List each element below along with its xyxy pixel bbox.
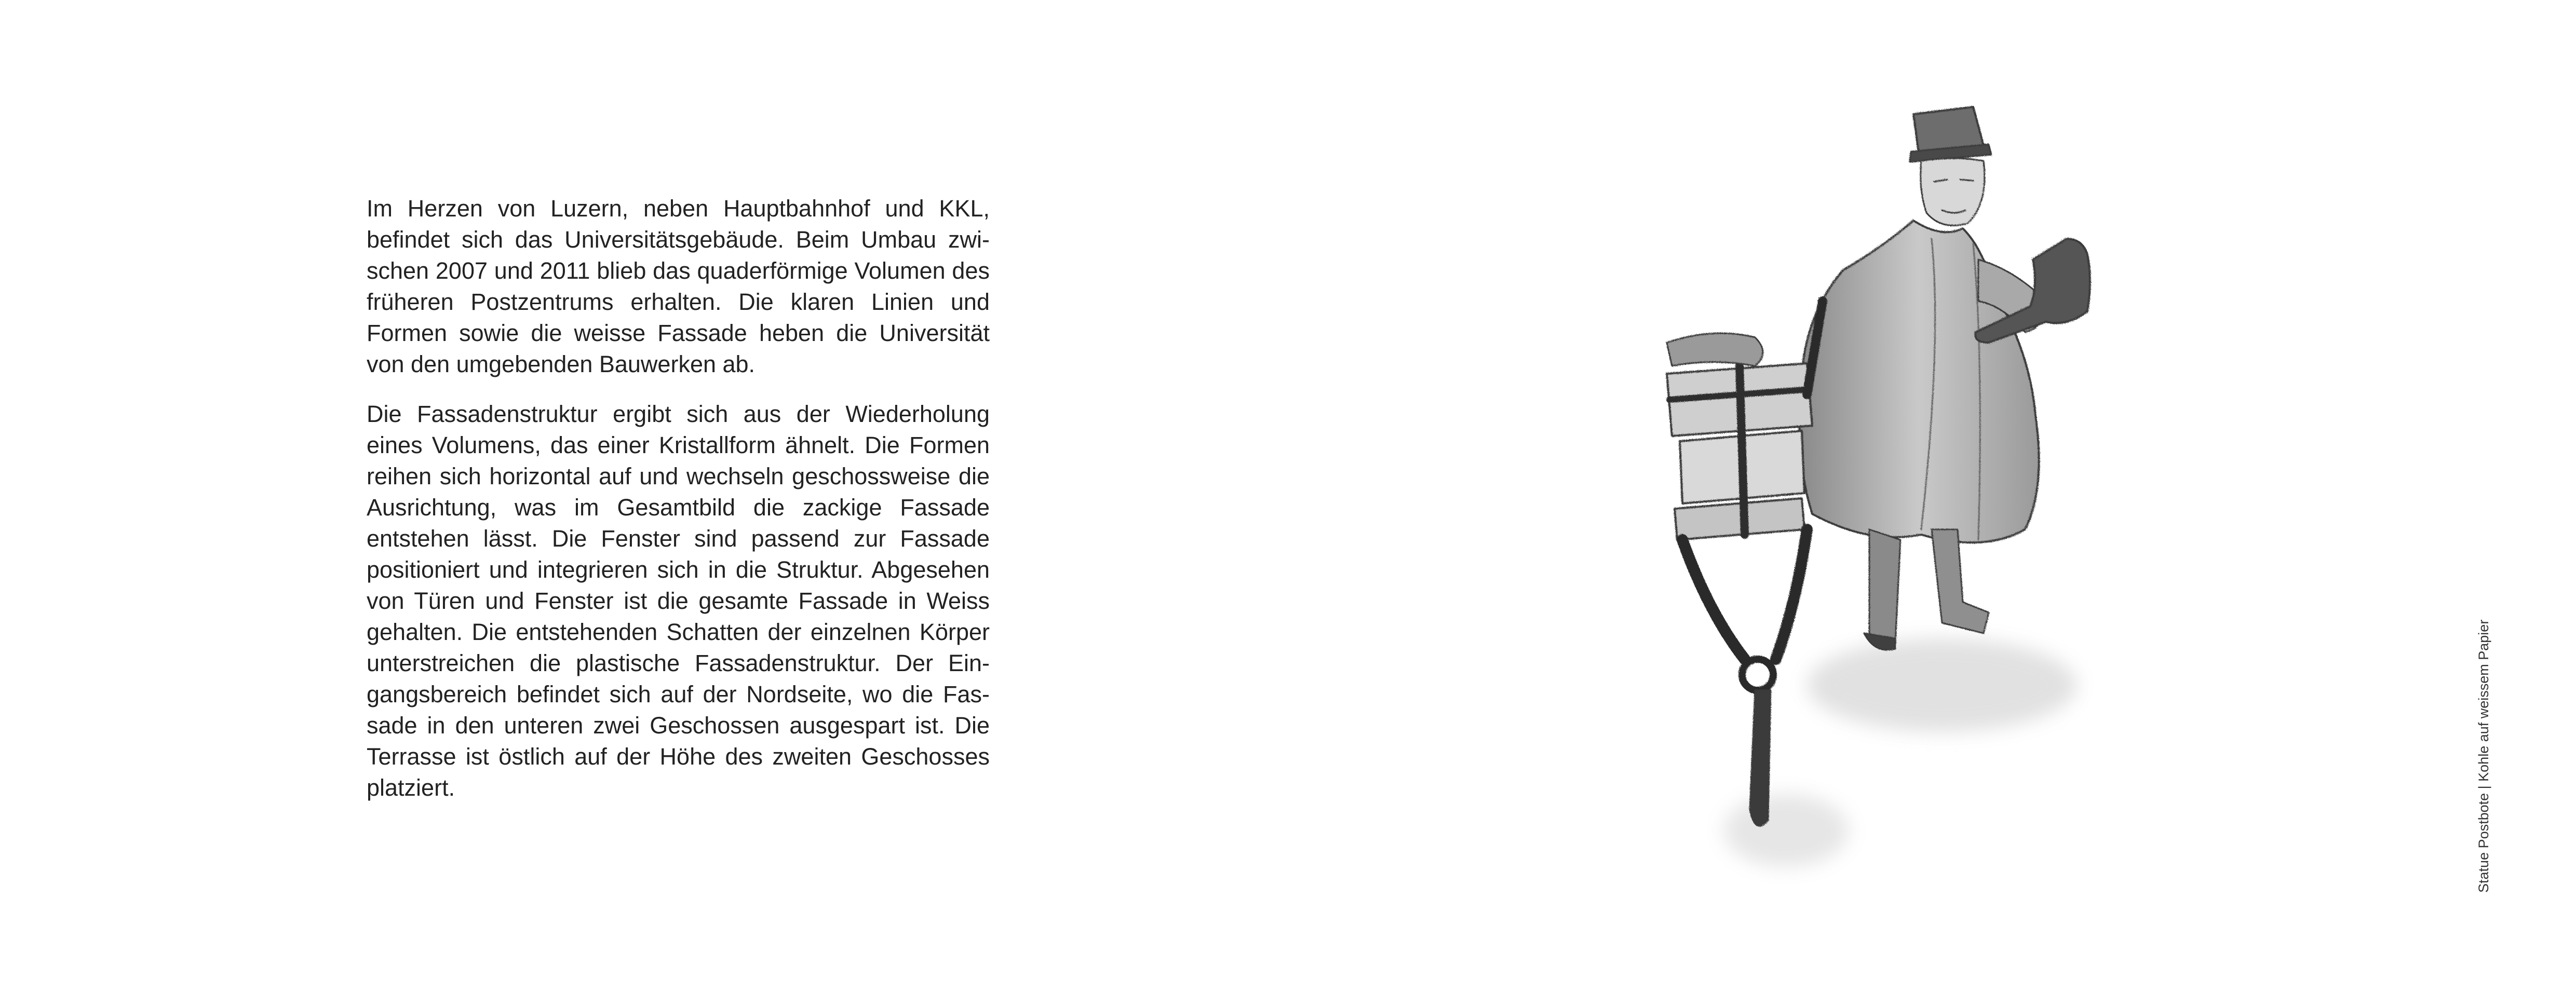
image-caption: Statue Postbote | Kohle auf weissem Papier [2476,619,2491,893]
body-text-column [367,193,990,822]
postman-statue-drawing-icon [1651,83,2170,914]
handcart [1667,301,1823,826]
ground-shadow [1724,638,2077,867]
legs [1869,529,1900,644]
body-paragraph-2: Die Fassadenstruktur ergibt sich aus der Wiederholung eines Volumens, das einer Kristallform ähnelt. Die Formen reihen sich horizontal auf und wechseln geschossweise die Ausrichtung, was im Gesamtbild die zackige Fassade entstehen lässt. Die Fenster sind passend zur Fassade positioniert und integrieren sich in die Struktur. Abgesehen von Türen und Fenster ist die gesamte Fassade in Weiss gehalten. Die entstehenden Schatten der einzelnen Körper unterstreichen die plastische Fassadenstruktur. Der Eingangsbereich befindet sich auf der Nordseite, wo die Fassade in den unteren zwei Geschossen ausgespart ist. Die Terrasse ist östlich auf der Höhe des zweiten Geschosses platziert. [367,401,990,801]
face [1921,158,1985,226]
body-paragraph-1: Im Herzen von Luzern, neben Hauptbahnhof und KKL, befindet sich das Universitätsgebäude. Beim Umbau zwischen 2007 und 2011 blieb das quaderförmige Volumen des früheren Postzentrums erhalten. Die klaren Linien und Formen sowie die weisse Fassade heben die Universität von den umgebenden Bauwerken ab. [367,195,990,377]
